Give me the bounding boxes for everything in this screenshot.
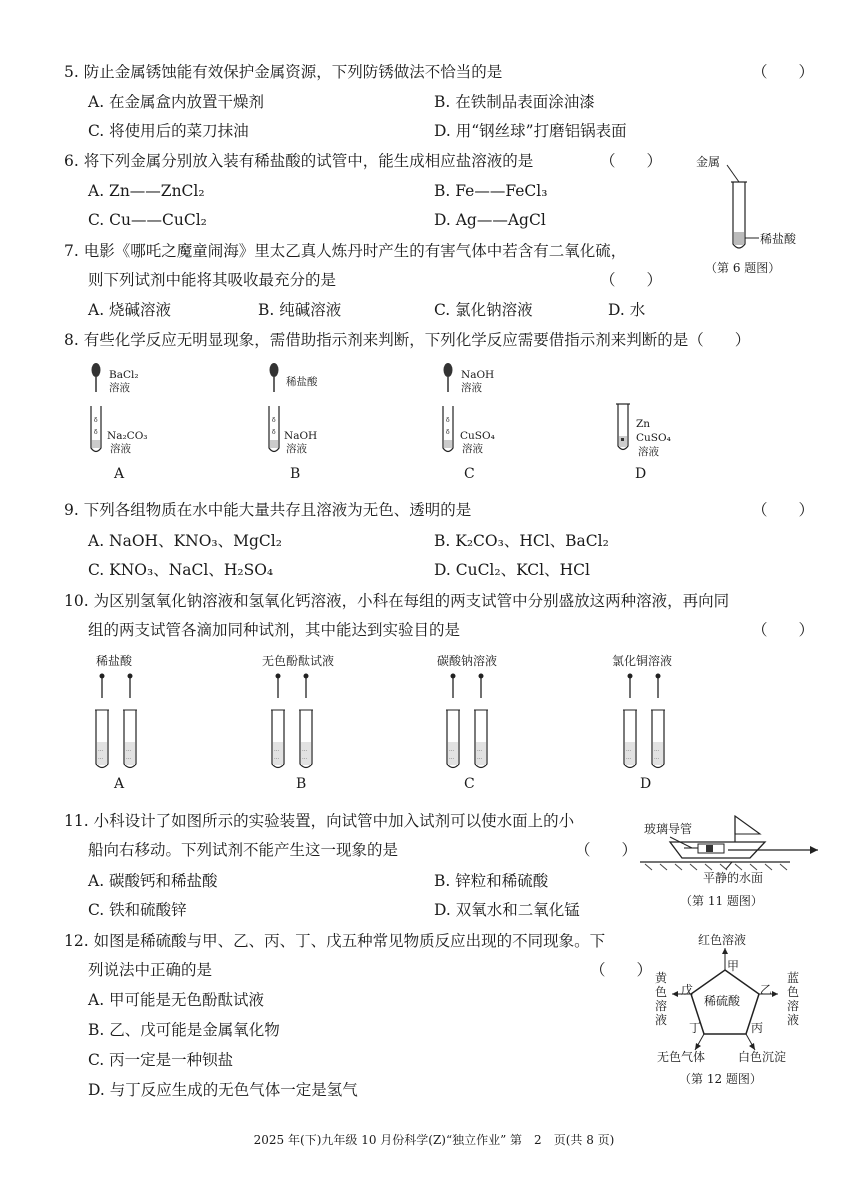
- q8-fig-a-dropper-label2: 溶液: [109, 382, 130, 394]
- q10-bracket: （ ）: [752, 621, 815, 639]
- svg-text:⋅⋅⋅: ⋅⋅⋅: [477, 756, 483, 762]
- q9-bracket: （ ）: [752, 501, 815, 519]
- svg-text:δ: δ: [272, 417, 276, 424]
- svg-text:⋅⋅⋅: ⋅⋅⋅: [477, 748, 483, 754]
- q8-fig-c-dropper-label2: 溶液: [461, 382, 482, 394]
- svg-text:⋅⋅⋅: ⋅⋅⋅: [302, 748, 308, 754]
- q10-fig-c-tubes: [443, 672, 493, 772]
- svg-text:δ: δ: [94, 417, 98, 424]
- svg-text:δ: δ: [446, 417, 450, 424]
- svg-text:⋅⋅⋅: ⋅⋅⋅: [654, 756, 660, 762]
- q12-fig-left-1: 黄: [655, 971, 668, 985]
- q12-fig-bottom-right: 白色沉淀: [738, 1050, 787, 1064]
- svg-text:δ: δ: [272, 429, 276, 436]
- svg-text:⋅⋅⋅: ⋅⋅⋅: [626, 756, 632, 762]
- q12-fig-right-2: 色: [787, 985, 800, 999]
- q10-fig-b-letter: B: [296, 776, 307, 792]
- q12-stem-line1: 12. 如图是稀硫酸与甲、乙、丙、丁、戊五种常见物质反应出现的不同现象。下: [64, 932, 606, 950]
- q12-fig-center: 稀硫酸: [704, 994, 741, 1008]
- q12-fig-jia: 甲: [727, 959, 740, 973]
- q7-option-b: B. 纯碱溶液: [258, 301, 342, 319]
- q8-fig-c-letter: C: [464, 466, 475, 482]
- q5-option-d: D. 用“钢丝球”打磨铝锅表面: [434, 122, 627, 140]
- q11-option-d: D. 双氧水和二氧化锰: [434, 901, 580, 919]
- q9-option-b: B. K₂CO₃、HCl、BaCl₂: [434, 532, 609, 550]
- q8-fig-a-tube-label2: 溶液: [110, 443, 131, 455]
- q12-option-a: A. 甲可能是无色酚酞试液: [88, 991, 265, 1009]
- q11-bracket: （ ）: [575, 841, 638, 859]
- q5-bracket: （ ）: [752, 63, 815, 81]
- q12-fig-yi: 乙: [760, 983, 773, 997]
- svg-text:⋅⋅⋅: ⋅⋅⋅: [449, 756, 455, 762]
- q8-fig-b-dropper-label: 稀盐酸: [286, 376, 318, 388]
- q12-fig-right-4: 液: [787, 1013, 800, 1027]
- q12-fig-top: 红色溶液: [698, 933, 747, 947]
- q7-stem-line1: 7. 电影《哪吒之魔童闹海》里太乙真人炼丹时产生的有害气体中若含有二氧化硫，: [64, 242, 627, 260]
- q12-option-d: D. 与丁反应生成的无色气体一定是氢气: [88, 1081, 358, 1099]
- q11-option-c: C. 铁和硫酸锌: [88, 901, 187, 919]
- q12-fig-caption: （第 12 题图）: [679, 1072, 762, 1086]
- q11-option-a: A. 碳酸钙和稀盐酸: [88, 872, 218, 890]
- q8-fig-d-solid-label: Zn: [636, 418, 651, 430]
- q8-fig-d-letter: D: [635, 466, 647, 482]
- q9-stem: 9. 下列各组物质在水中能大量共存且溶液为无色、透明的是: [64, 501, 472, 519]
- q10-fig-c-reagent: 碳酸钠溶液: [437, 654, 498, 668]
- q12-option-b: B. 乙、戊可能是金属氧化物: [88, 1021, 280, 1039]
- q10-fig-d-tubes: [620, 672, 670, 772]
- q7-option-d: D. 水: [608, 301, 646, 319]
- q10-fig-a-letter: A: [114, 776, 125, 792]
- q12-fig-left-3: 溶: [655, 999, 668, 1013]
- q6-bracket: （ ）: [600, 152, 663, 170]
- q12-fig-wu: 戊: [681, 983, 694, 997]
- q12-fig-right-1: 蓝: [787, 971, 800, 985]
- q6-option-d: D. Ag——AgCl: [434, 211, 546, 229]
- q11-fig-label-tube: 玻璃导管: [644, 822, 693, 836]
- svg-text:⋅⋅⋅: ⋅⋅⋅: [626, 748, 632, 754]
- q6-option-c: C. Cu——CuCl₂: [88, 211, 207, 229]
- q8-fig-d-tube-label2: 溶液: [638, 446, 659, 458]
- svg-text:⋅⋅⋅: ⋅⋅⋅: [126, 748, 132, 754]
- svg-text:δ: δ: [94, 429, 98, 436]
- q9-option-a: A. NaOH、KNO₃、MgCl₂: [88, 532, 282, 550]
- q9-option-d: D. CuCl₂、KCl、HCl: [434, 561, 590, 579]
- q5-stem: 5. 防止金属锈蚀能有效保护金属资源，下列防锈做法不恰当的是: [64, 63, 503, 81]
- q6-stem: 6. 将下列金属分别放入装有稀盐酸的试管中，能生成相应盐溶液的是: [64, 152, 534, 170]
- q10-fig-a-reagent: 稀盐酸: [96, 654, 133, 668]
- q6-fig-caption: （第 6 题图）: [705, 261, 781, 275]
- q6-option-a: A. Zn——ZnCl₂: [88, 182, 205, 200]
- q8-fig-b-tube-label: NaOH: [284, 430, 318, 442]
- q11-option-b: B. 锌粒和稀硫酸: [434, 872, 549, 890]
- svg-text:⋅⋅⋅: ⋅⋅⋅: [126, 756, 132, 762]
- q7-stem-line2: 则下列试剂中能将其吸收最充分的是: [88, 271, 337, 289]
- q8-fig-c-tube-label: CuSO₄: [460, 430, 495, 442]
- q10-stem-line1: 10. 为区别氢氧化钠溶液和氢氧化钙溶液，小科在每组的两支试管中分别盛放这两种溶液，再向同: [64, 592, 730, 610]
- q9-option-c: C. KNO₃、NaCl、H₂SO₄: [88, 561, 274, 579]
- q8-fig-c-dropper-label: NaOH: [461, 369, 495, 381]
- q11-fig-label-water: 平静的水面: [703, 871, 764, 885]
- q8-fig-c-tube-label2: 溶液: [462, 443, 483, 455]
- q12-bracket: （ ）: [590, 961, 653, 979]
- q10-fig-d-letter: D: [640, 776, 652, 792]
- svg-text:⋅⋅⋅: ⋅⋅⋅: [98, 748, 104, 754]
- q5-option-a: A. 在金属盒内放置干燥剂: [88, 93, 265, 111]
- q11-boat-figure: [640, 812, 840, 872]
- q6-fig-label-acid: 稀盐酸: [760, 232, 797, 246]
- q8-fig-d-tube-label: CuSO₄: [636, 432, 671, 444]
- svg-text:⋅⋅⋅: ⋅⋅⋅: [274, 748, 280, 754]
- svg-text:⋅⋅⋅: ⋅⋅⋅: [654, 748, 660, 754]
- q12-fig-bottom-left: 无色气体: [657, 1050, 706, 1064]
- q12-stem-line2: 列说法中正确的是: [88, 961, 213, 979]
- q6-fig-label-metal: 金属: [696, 155, 721, 169]
- q10-fig-b-tubes: [268, 672, 318, 772]
- svg-text:⋅⋅⋅: ⋅⋅⋅: [274, 756, 280, 762]
- q12-fig-right-3: 溶: [787, 999, 800, 1013]
- q8-fig-b-tube-label2: 溶液: [286, 443, 307, 455]
- q8-fig-a-letter: A: [114, 466, 125, 482]
- svg-text:⋅⋅⋅: ⋅⋅⋅: [98, 756, 104, 762]
- q8-fig-a-tube-label: Na₂CO₃: [107, 430, 148, 442]
- svg-text:⋅⋅⋅: ⋅⋅⋅: [449, 748, 455, 754]
- q6-option-b: B. Fe——FeCl₃: [434, 182, 548, 200]
- q10-fig-a-tubes: [92, 672, 142, 772]
- q11-stem-line2: 船向右移动。下列试剂不能产生这一现象的是: [88, 841, 399, 859]
- q5-option-b: B. 在铁制品表面涂油漆: [434, 93, 595, 111]
- svg-text:δ: δ: [446, 429, 450, 436]
- q12-option-c: C. 丙一定是一种钡盐: [88, 1051, 234, 1069]
- svg-text:⋅⋅⋅: ⋅⋅⋅: [302, 756, 308, 762]
- q5-option-c: C. 将使用后的菜刀抹油: [88, 122, 249, 140]
- q12-fig-left-4: 液: [655, 1013, 668, 1027]
- page-footer: 2025 年(下)九年级 10 月份科学(Z)“独立作业” 第 2 页(共 8 页): [253, 1133, 615, 1147]
- q12-fig-bing: 丙: [751, 1021, 764, 1035]
- q8-stem: 8. 有些化学反应无明显现象，需借助指示剂来判断，下列化学反应需要借指示剂来判断的是（ ）: [64, 331, 751, 349]
- q10-fig-d-reagent: 氯化铜溶液: [612, 654, 673, 668]
- q10-fig-c-letter: C: [464, 776, 475, 792]
- q11-stem-line1: 11. 小科设计了如图所示的实验装置，向试管中加入试剂可以使水面上的小: [64, 812, 575, 830]
- q12-fig-left-2: 色: [655, 985, 668, 999]
- q6-test-tube-figure: [715, 160, 775, 255]
- q8-fig-a-dropper-label: BaCl₂: [109, 369, 139, 381]
- q7-bracket: （ ）: [600, 271, 663, 289]
- q8-fig-b-letter: B: [290, 466, 301, 482]
- q11-fig-caption: （第 11 题图）: [680, 894, 763, 908]
- q7-option-c: C. 氯化钠溶液: [434, 301, 533, 319]
- q10-fig-b-reagent: 无色酚酞试液: [262, 654, 335, 668]
- q7-option-a: A. 烧碱溶液: [88, 301, 172, 319]
- q10-stem-line2: 组的两支试管各滴加同种试剂，其中能达到实验目的是: [88, 621, 461, 639]
- q12-fig-ding: 丁: [689, 1021, 702, 1035]
